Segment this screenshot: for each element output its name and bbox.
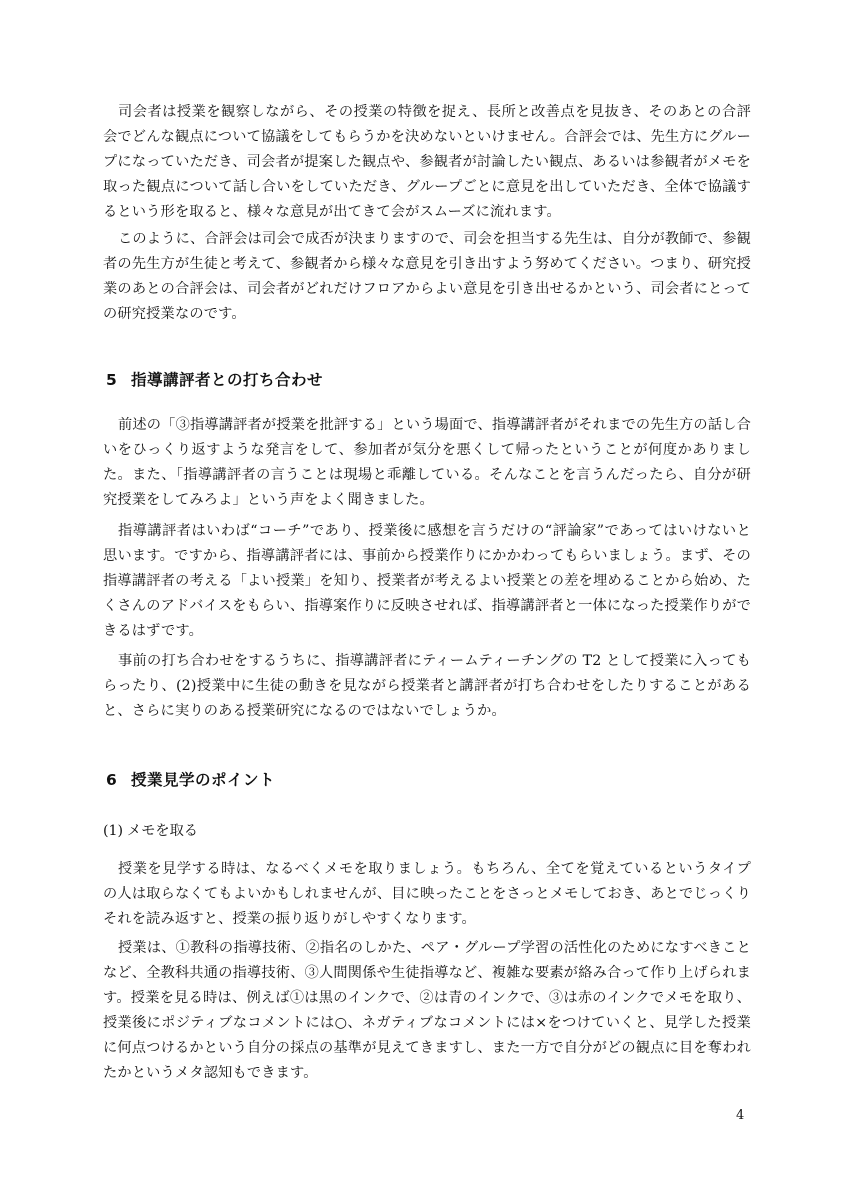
subheading-number: (1) [103,823,124,839]
page-number: 4 [736,1108,745,1123]
section-title: 授業見学のポイント [131,771,276,789]
paragraph-instructor-problem: 前述の「③指導講評者が授業を批評する」という場面で、指導講評者がそれまでの先生方の話し合いをひっくり返すような発言をして、参加者が気分を悪くして帰ったということが何度かありました。また、「指導講評者の言うことは現場と乖離している。そんなことを言うんだったら、自分が研究授業をしてみろよ」という声をよく聞きました。 [103,417,751,508]
subheading-take-notes [103,820,198,840]
paragraph-note-colors: 授業は、①教科の指導技術、②指名のしかた、ペア・グループ学習の活性化のためになすべきことなど、全教科共通の指導技術、③人間関係や生徒指導など、複雑な要素が絡み合って作り上げられます。授業を見る時は、例えば①は黒のインクで、②は青のインクで、③は赤のインクでメモを取り、授業後にポジティブなコメントには○、ネガティブなコメントには×をつけていくと、見学した授業に何点つけるかという自分の採点の基準が見えてきますし、また一方で自分がどの観点に目を奪われたかというメタ認知もできます。 [103,940,751,1081]
section-number: 5 [106,371,118,389]
paragraph-moderator-summary: このように、合評会は司会で成否が決まりますので、司会を担当する先生は、自分が教師で、参観者の先生方が生徒と考えて、参観者から様々な意見を引き出すよう努めてください。つまり、研究授業のあとの合評会は、司会者がどれだけフロアからよい意見を引き出せるかという、司会者にとっての研究授業なのです。 [103,231,751,322]
paragraph-team-teaching: 事前の打ち合わせをするうちに、指導講評者にティームティーチングの T2 として授業に入ってもらったり、(2)授業中に生徒の動きを見ながら授業者と講評者が打ち合わせをしたりすることがあると、さらに実りのある授業研究になるのではないでしょうか。 [103,653,751,719]
section-heading-5 [106,368,323,390]
paragraph-take-notes: 授業を見学する時は、なるべくメモを取りましょう。もちろん、全てを覚えているというタイプの人は取らなくてもよいかもしれませんが、目に映ったことをさっとメモしておき、あとでじっくりそれを読み返すと、授業の振り返りがしやすくなります。 [103,861,751,927]
section-title: 指導講評者との打ち合わせ [131,371,324,389]
subheading-title: メモを取る [127,823,198,839]
paragraph-instructor-coach: 指導講評者はいわば“コーチ”であり、授業後に感想を言うだけの“評論家”であってはいけないと思います。ですから、指導講評者には、事前から授業作りにかかわってもらいましょう。まず、その指導講評者の考える「よい授業」を知り、授業者が考えるよい授業との差を埋めることから始め、たくさんのアドバイスをもらい、指導案作りに反映させれば、指導講評者と一体になった授業作りができるはずです。 [103,523,751,639]
section-heading-6 [106,768,275,790]
section-number: 6 [106,771,118,789]
paragraph-moderator-role: 司会者は授業を観察しながら、その授業の特徴を捉え、長所と改善点を見抜き、そのあとの合評会でどんな観点について協議をしてもらうかを決めないといけません。合評会では、先生方にグループになっていただき、司会者が提案した観点や、参観者が討論したい観点、あるいは参観者がメモを取った観点について話し合いをしていただき、グループごとに意見を出していただき、全体で協議するという形を取ると、様々な意見が出てきて会がスムーズに流れます。 [103,104,751,220]
